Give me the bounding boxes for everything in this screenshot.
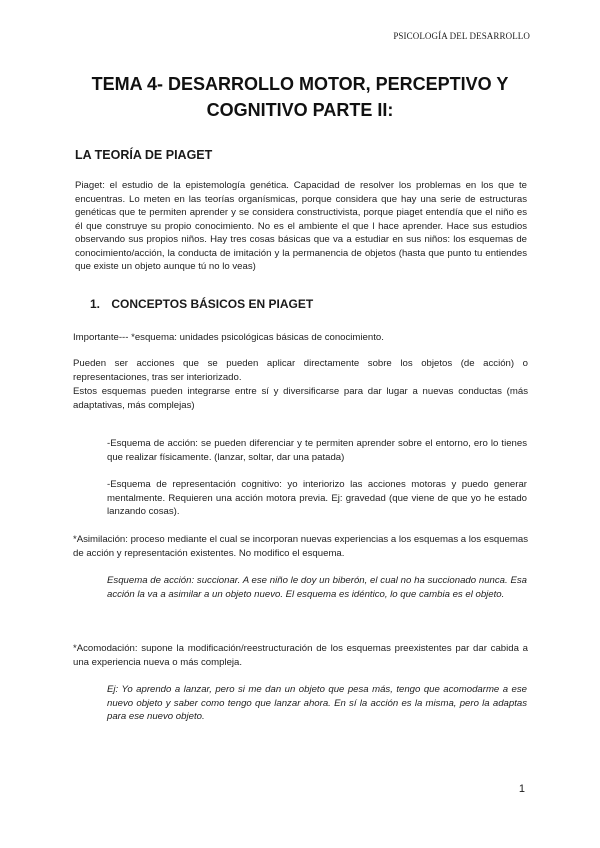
title-line-1: TEMA 4- DESARROLLO MOTOR, PERCEPTIVO Y (91, 74, 509, 94)
schema-action-item: -Esquema de acción: se pueden diferenciar y te permiten aprender sobre el entorno, ero lo tienes que realizar físicamente. (lanzar, soltar, dar una patada) (107, 438, 527, 463)
subsection-heading (90, 297, 313, 311)
intro-paragraph (75, 179, 527, 274)
schema-representation-item: -Esquema de representación cognitivo: yo interiorizo las acciones motoras y puedo generar mentalmente. Requieren una acción motora previa. Ej: gravedad (que viene de que yo he estado lanzando cosas). (107, 479, 527, 517)
actions-paragraph: Pueden ser acciones que se pueden aplicar directamente sobre los objetos (de acción) o representaciones, tras ser interiorizado. (73, 358, 528, 383)
acomodacion-paragraph: *Acomodación: supone la modificación/reestructuración de los esquemas preexistentes par dar cabida a una experiencia nueva o más compleja. (73, 643, 528, 668)
subsection-title: CONCEPTOS BÁSICOS EN PIAGET (111, 297, 314, 311)
page-number: 1 (518, 783, 525, 795)
title-line-2: COGNITIVO PARTE II: (206, 100, 394, 120)
acomodacion-example: Ej: Yo aprendo a lanzar, pero si me dan un objeto que pesa más, tengo que acomodarme a ese nuevo objeto y saber como tengo que lanzar ahora. En sí la acción es la misma, pero la adaptas para ese nuevo objeto. (107, 684, 527, 722)
important-definition: Importante--- *esquema: unidades psicológicas básicas de conocimiento. (73, 332, 384, 343)
subsection-number: 1. (90, 297, 101, 311)
integrate-paragraph: Estos esquemas pueden integrarse entre sí y diversificarse para dar lugar a nuevas conductas (más adaptativas, más complejas) (73, 386, 528, 411)
intro-text: Piaget: el estudio de la epistemología genética. Capacidad de resolver los problemas en los que te encuentras. Lo meten en las teorías organísmicas, porque considera que hay una serie de estructuras genéticas que te permiten aprender y se considera constructivista, porque piaget entendía que el niño es él que construye su propio conocimiento. No es el ambiente el que l hace aprender. Hace sus estudios observando sus propios niños. Hay tres cosas básicas que va a estudiar en sus niños: los esquemas de conocimiento/acción, la conducta de imitación y la permanencia de objetos (hasta que punto tu entiendes que existe un objeto aunque tú no lo veas) (75, 180, 527, 272)
document-title (60, 71, 540, 123)
asimilacion-example: Esquema de acción: succionar. A ese niño le doy un biberón, el cual no ha succionado nunca. Esa acción la va a asimilar a un objeto nuevo. El esquema es idéntico, lo que cambia es el objeto. (107, 575, 527, 600)
section-heading: LA TEORÍA DE PIAGET (75, 148, 213, 162)
running-header: PSICOLOGÍA DEL DESARROLLO (393, 31, 530, 41)
asimilacion-paragraph: *Asimilación: proceso mediante el cual se incorporan nuevas experiencias a los esquemas a los esquemas de acción y representación existentes. No modifico el esquema. (73, 534, 528, 559)
